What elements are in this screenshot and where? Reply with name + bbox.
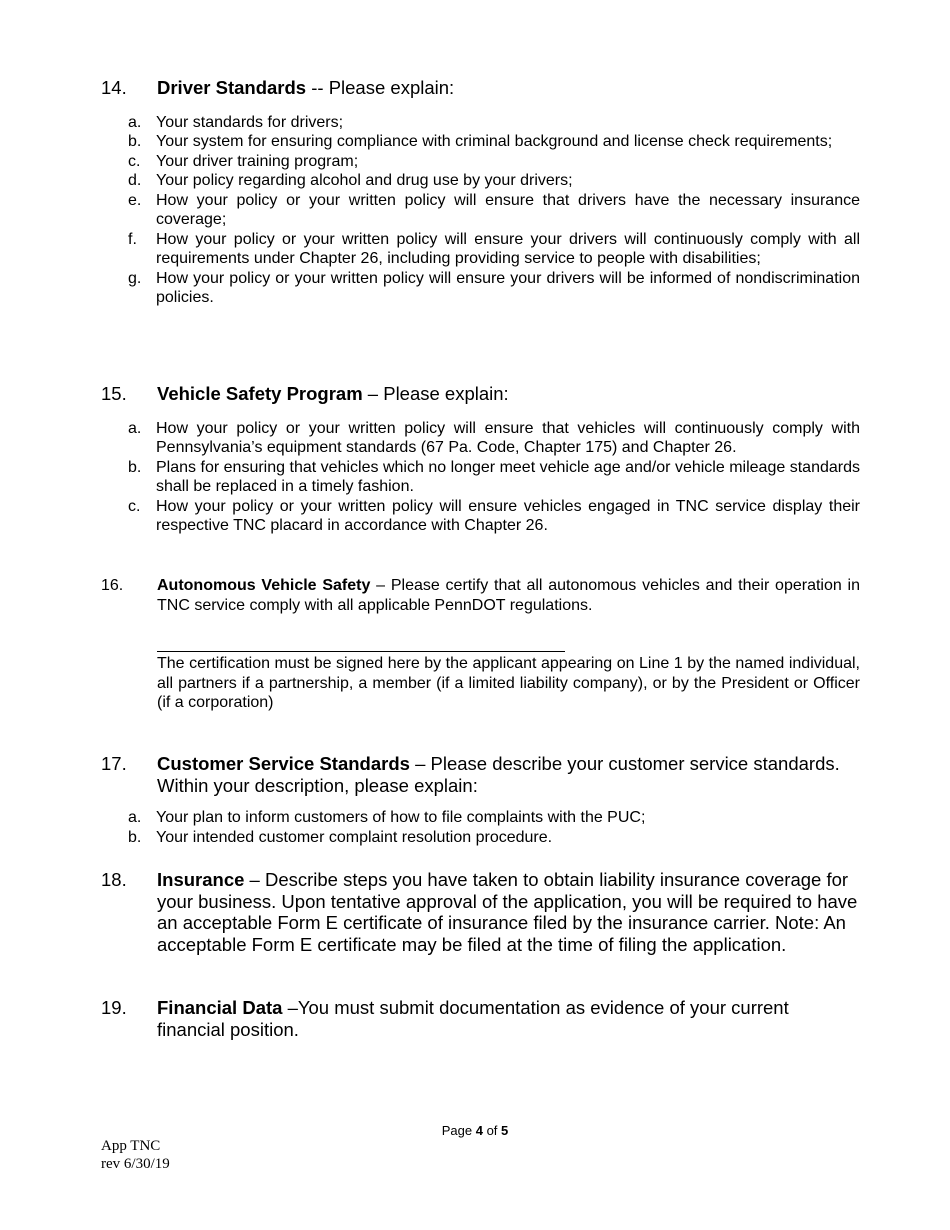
section-paragraph: [157, 997, 860, 1040]
item-letter: b.: [128, 458, 142, 476]
section-title: Customer Service Standards: [157, 753, 410, 774]
list-item: [101, 419, 860, 458]
form-identifier: [101, 1137, 170, 1173]
item-letter: e.: [128, 191, 142, 209]
item-text: How your policy or your written policy will ensure that vehicles will continuously comply with Pennsylvania’s equipment standards (67 Pa. Code, Chapter 175) and Chapter 26.: [156, 419, 860, 456]
section-19: [101, 997, 860, 1040]
item-text: Your plan to inform customers of how to file complaints with the PUC;: [156, 809, 646, 826]
section-14: [101, 77, 860, 308]
section-18: [101, 869, 860, 955]
list-item: [101, 497, 860, 536]
item-letter: b.: [128, 133, 142, 150]
item-list: [101, 113, 860, 308]
list-item: [101, 113, 860, 133]
signature-line[interactable]: [157, 629, 565, 652]
item-text: How your policy or your written policy will ensure your drivers will be informed of nondiscrimination policies.: [156, 269, 860, 306]
item-text: How your policy or your written policy will ensure that drivers have the necessary insurance coverage;: [156, 191, 860, 228]
list-item: [101, 191, 860, 230]
section-15: [101, 383, 860, 536]
section-intro: -- Please explain:: [306, 77, 455, 98]
section-heading: [157, 383, 860, 405]
list-item: [101, 269, 860, 308]
page-of: of: [482, 1123, 502, 1138]
list-item: [101, 458, 860, 497]
item-text: How your policy or your written policy will ensure vehicles engaged in TNC service display their respective TNC placard in accordance with Chapter 26.: [156, 497, 860, 534]
section-text: –You must submit documentation as evidence of your current financial position.: [157, 997, 789, 1040]
section-number: 17.: [101, 753, 127, 774]
item-letter: a.: [128, 809, 142, 826]
item-list: [101, 808, 860, 847]
section-number: 16.: [101, 577, 124, 594]
item-text: Your intended customer complaint resolution procedure.: [156, 828, 553, 846]
section-title: Insurance: [157, 869, 245, 890]
item-letter: g.: [128, 269, 142, 287]
section-17: [101, 753, 860, 847]
page-current: 4: [475, 1123, 483, 1138]
item-letter: d.: [128, 172, 142, 189]
section-title: Driver Standards: [157, 77, 307, 98]
item-text: Your policy regarding alcohol and drug use by your drivers;: [156, 172, 573, 189]
form-name: App TNC: [101, 1138, 161, 1154]
item-letter: c.: [128, 152, 141, 170]
list-item: [101, 152, 860, 172]
item-text: Your driver training program;: [156, 152, 359, 170]
item-letter: f.: [128, 230, 137, 248]
item-letter: c.: [128, 497, 141, 515]
section-title: Vehicle Safety Program: [157, 383, 363, 404]
item-text: Your standards for drivers;: [156, 113, 344, 131]
section-title: Financial Data: [157, 997, 283, 1018]
section-paragraph: [157, 869, 860, 955]
item-letter: b.: [128, 828, 142, 846]
item-text: Your system for ensuring compliance with criminal background and license check requirements;: [156, 133, 833, 150]
section-text: – Describe steps you have taken to obtain liability insurance coverage for your business. Upon tentative approval of the application, you will be required to have an acceptable Form E certificate of insurance filed by the insurance carrier. Note: An acceptable Form E certificate may be filed at the time of filing the application.: [157, 869, 858, 955]
section-heading: [157, 77, 860, 99]
section-intro: – Please explain:: [362, 383, 509, 404]
certification-text: The certification must be signed here by the applicant appearing on Line 1 by the named individual, all partners if a partnership, a member (if a limited liability company), or by the President or Officer (if a corporation): [157, 655, 860, 711]
item-list: [101, 419, 860, 536]
page-number: [0, 1123, 950, 1138]
list-item: [101, 230, 860, 269]
section-paragraph: [157, 576, 860, 615]
form-revision: rev 6/30/19: [101, 1156, 170, 1172]
certification-block: [157, 629, 860, 713]
page-total: 5: [501, 1123, 509, 1138]
section-paragraph: [157, 753, 860, 796]
section-title: Autonomous Vehicle Safety: [157, 577, 371, 594]
list-item: [101, 132, 860, 152]
page-label: Page: [441, 1123, 476, 1138]
item-text: Plans for ensuring that vehicles which no longer meet vehicle age and/or vehicle mileage standards shall be replaced in a timely fashion.: [156, 458, 860, 495]
section-number: 19.: [101, 997, 127, 1018]
section-number: 15.: [101, 383, 127, 404]
section-number: 18.: [101, 869, 127, 890]
section-number: 14.: [101, 77, 127, 98]
section-text: – Please describe your customer service standards. Within your description, please explain:: [157, 753, 840, 796]
list-item: [101, 828, 860, 848]
item-text: How your policy or your written policy will ensure your drivers will continuously comply with all requirements under Chapter 26, including providing service to people with disabilities;: [156, 230, 860, 267]
item-letter: a.: [128, 419, 142, 437]
item-letter: a.: [128, 113, 142, 131]
section-16: [101, 576, 860, 713]
list-item: [101, 808, 860, 828]
list-item: [101, 171, 860, 191]
section-text: – Please certify that all autonomous vehicles and their operation in TNC service comply with all applicable PennDOT regulations.: [157, 577, 860, 614]
